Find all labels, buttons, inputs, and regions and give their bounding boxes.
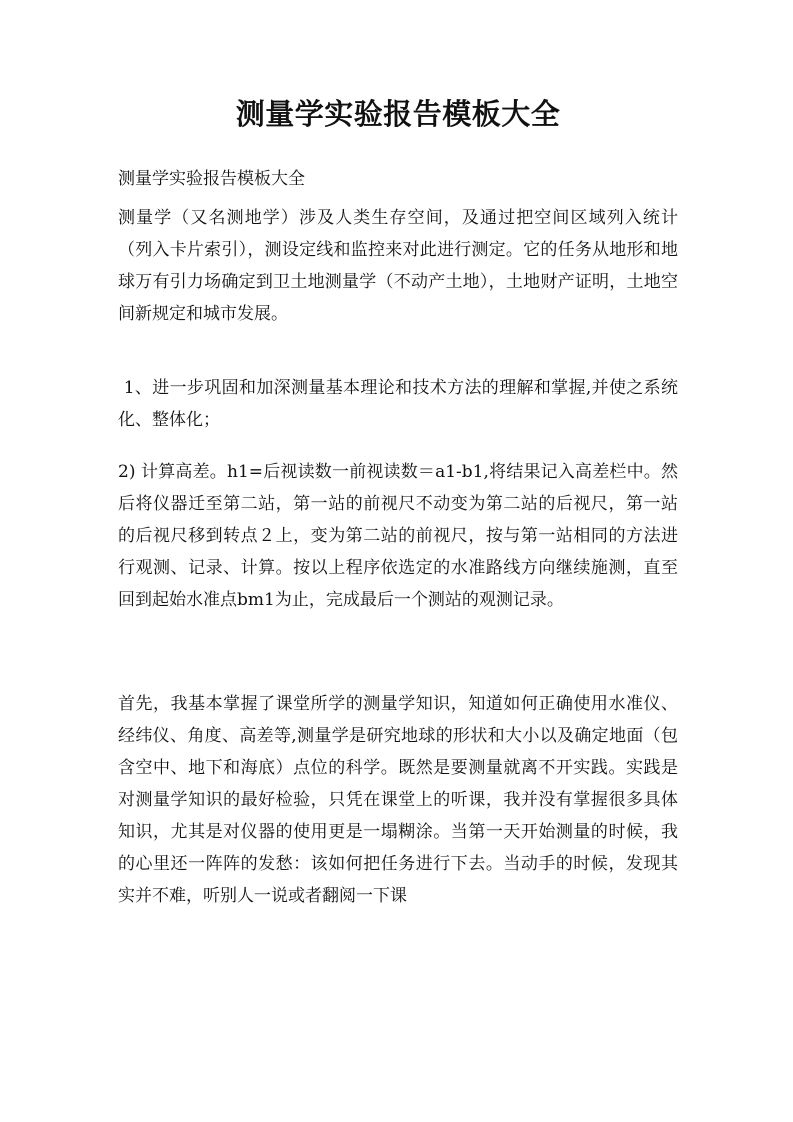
document-title: 测量学实验报告模板大全 xyxy=(235,97,561,131)
paragraph-subtitle: 测量学实验报告模板大全 xyxy=(118,169,305,189)
paragraph-item-1: 1、进一步巩固和加深测量基本理论和技术方法的理解和掌握,并使之系统化、整体化； xyxy=(118,378,678,430)
paragraph-reflection: 首先，我基本掌握了课堂所学的测量学知识，知道如何正确使用水准仪、经纬仪、角度、高差等,测量学是研究地球的形状和大小以及确定地面（包含空中、地下和海底）点位的科学。既然是要测量就离不开实践。实践是对测量学知识的最好检验，只凭在课堂上的听课，我并没有掌握很多具体知识，尤其是对仪器的使用更是一塌糊涂。当第一天开始测量的时候，我的心里还一阵阵的发愁：该如何把任务进行下去。当动手的时候，发现其实并不难，听别人一说或者翻阅一下课 xyxy=(118,694,678,906)
paragraph-intro: 测量学（又名测地学）涉及人类生存空间，及通过把空间区域列入统计（列入卡片索引），测设定线和监控来对此进行测定。它的任务从地形和地球万有引力场确定到卫土地测量学（不动产土地），土地财产证明，土地空间新规定和城市发展。 xyxy=(118,208,678,324)
paragraph-item-2: 2) 计算高差。h1=后视读数一前视读数＝a1-b1,将结果记入高差栏中。然后将仪器迁至第二站，第一站的前视尺不动变为第二站的后视尺，第一站的后视尺移到转点２上，变为第二站的前视尺，按与第一站相同的方法进行观测、记录、计算。按以上程序依选定的水准路线方向继续施测，直至回到起始水准点bm1为止，完成最后一个测站的观测记录。 xyxy=(118,462,678,610)
